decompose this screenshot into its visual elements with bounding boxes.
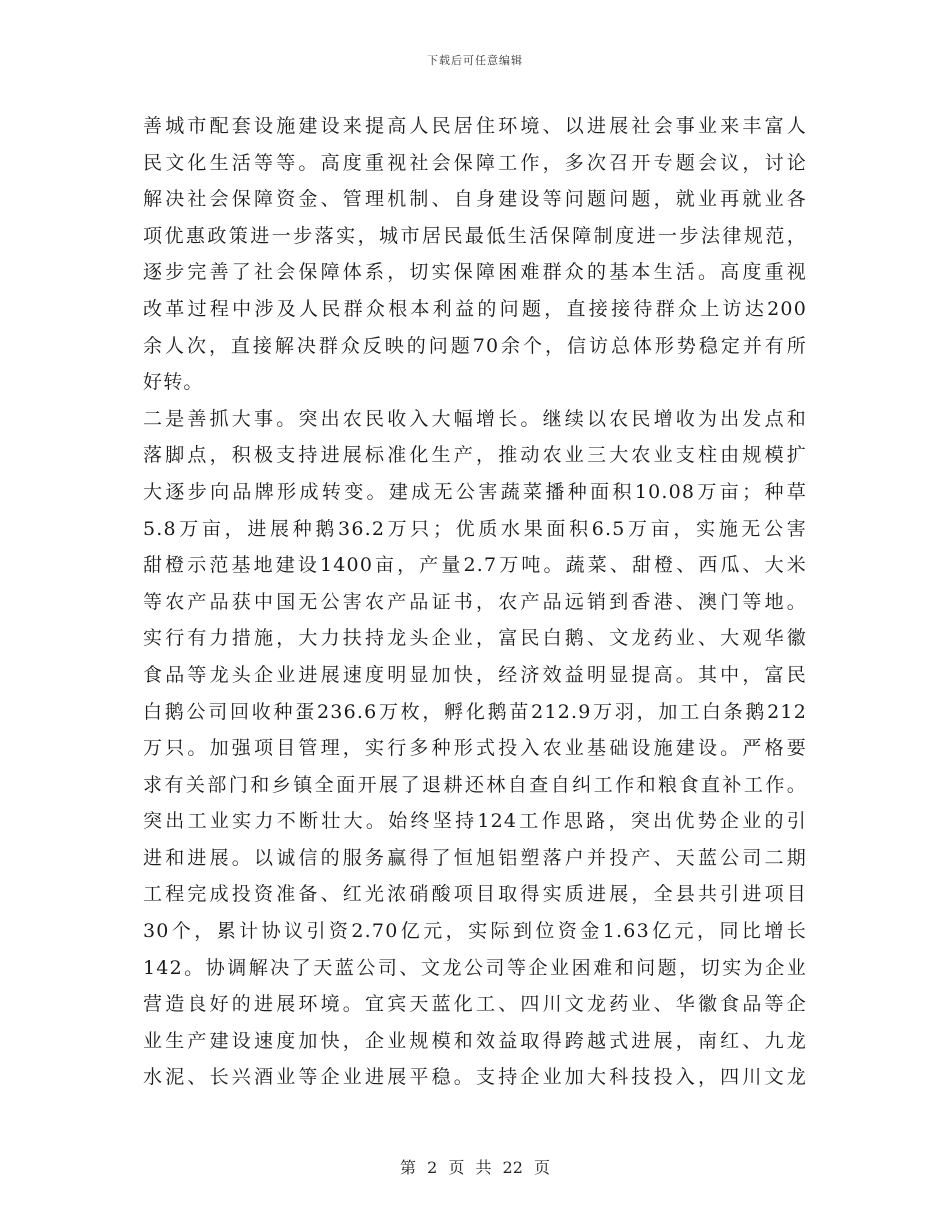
body-line: 工程完成投资准备、红光浓硝酸项目取得实质进展，全县共引进项目 xyxy=(143,883,807,906)
document-body xyxy=(143,108,807,1096)
body-line: 白鹅公司回收种蛋236.6万枚，孵化鹅苗212.9万羽，加工白条鹅212 xyxy=(143,700,807,723)
body-line: 解决社会保障资金、管理机制、自身建设等问题问题，就业再就业各 xyxy=(143,188,807,211)
body-line: 万只。加强项目管理，实行多种形式投入农业基础设施建设。严格要 xyxy=(143,737,807,760)
body-line: 民文化生活等等。高度重视社会保障工作，多次召开专题会议，讨论 xyxy=(143,151,807,174)
body-line: 余人次，直接解决群众反映的问题70余个，信访总体形势稳定并有所 xyxy=(143,334,807,357)
body-line: 进和进展。以诚信的服务赢得了恒旭铝塑落户并投产、天蓝公司二期 xyxy=(143,846,807,869)
body-line: 二是善抓大事。突出农民收入大幅增长。继续以农民增收为出发点和 xyxy=(143,407,807,430)
body-line: 水泥、长兴酒业等企业进展平稳。支持企业加大科技投入，四川文龙 xyxy=(143,1066,807,1089)
body-line: 落脚点，积极支持进展标准化生产，推动农业三大农业支柱由规模扩 xyxy=(143,444,807,467)
body-line: 业生产建设速度加快，企业规模和效益取得跨越式进展，南红、九龙 xyxy=(143,1029,807,1052)
page-number-footer: 第 2 页 共 22 页 xyxy=(400,1158,550,1177)
body-line: 甜橙示范基地建设1400亩，产量2.7万吨。蔬菜、甜橙、西瓜、大米 xyxy=(143,554,807,577)
body-line: 大逐步向品牌形成转变。建成无公害蔬菜播种面积10.08万亩；种草 xyxy=(143,480,807,503)
body-line: 好转。 xyxy=(143,371,204,394)
body-line: 逐步完善了社会保障体系，切实保障困难群众的基本生活。高度重视 xyxy=(143,261,807,284)
body-line: 突出工业实力不断壮大。始终坚持124工作思路，突出优势企业的引 xyxy=(143,810,807,833)
body-line: 5.8万亩，进展种鹅36.2万只；优质水果面积6.5万亩，实施无公害 xyxy=(143,517,807,540)
body-line: 项优惠政策进一步落实，城市居民最低生活保障制度进一步法律规范， xyxy=(143,224,807,247)
body-line: 求有关部门和乡镇全面开展了退耕还林自查自纠工作和粮食直补工作。 xyxy=(143,773,807,796)
body-line: 等农产品获中国无公害农产品证书，农产品远销到香港、澳门等地。 xyxy=(143,590,807,613)
body-line: 善城市配套设施建设来提高人民居住环境、以进展社会事业来丰富人 xyxy=(143,115,807,137)
body-line: 142。协调解决了天蓝公司、文龙公司等企业困难和问题，切实为企业 xyxy=(143,956,807,979)
page-header: 下载后可任意编辑 xyxy=(427,54,523,67)
body-line: 30个，累计协议引资2.70亿元，实际到位资金1.63亿元，同比增长 xyxy=(143,920,807,943)
body-line: 实行有力措施，大力扶持龙头企业，富民白鹅、文龙药业、大观华徽 xyxy=(143,627,807,650)
body-line: 营造良好的进展环境。宜宾天蓝化工、四川文龙药业、华徽食品等企 xyxy=(143,993,807,1016)
body-line: 改革过程中涉及人民群众根本利益的问题，直接接待群众上访达200 xyxy=(143,297,807,320)
body-line: 食品等龙头企业进展速度明显加快，经济效益明显提高。其中，富民 xyxy=(143,663,807,686)
